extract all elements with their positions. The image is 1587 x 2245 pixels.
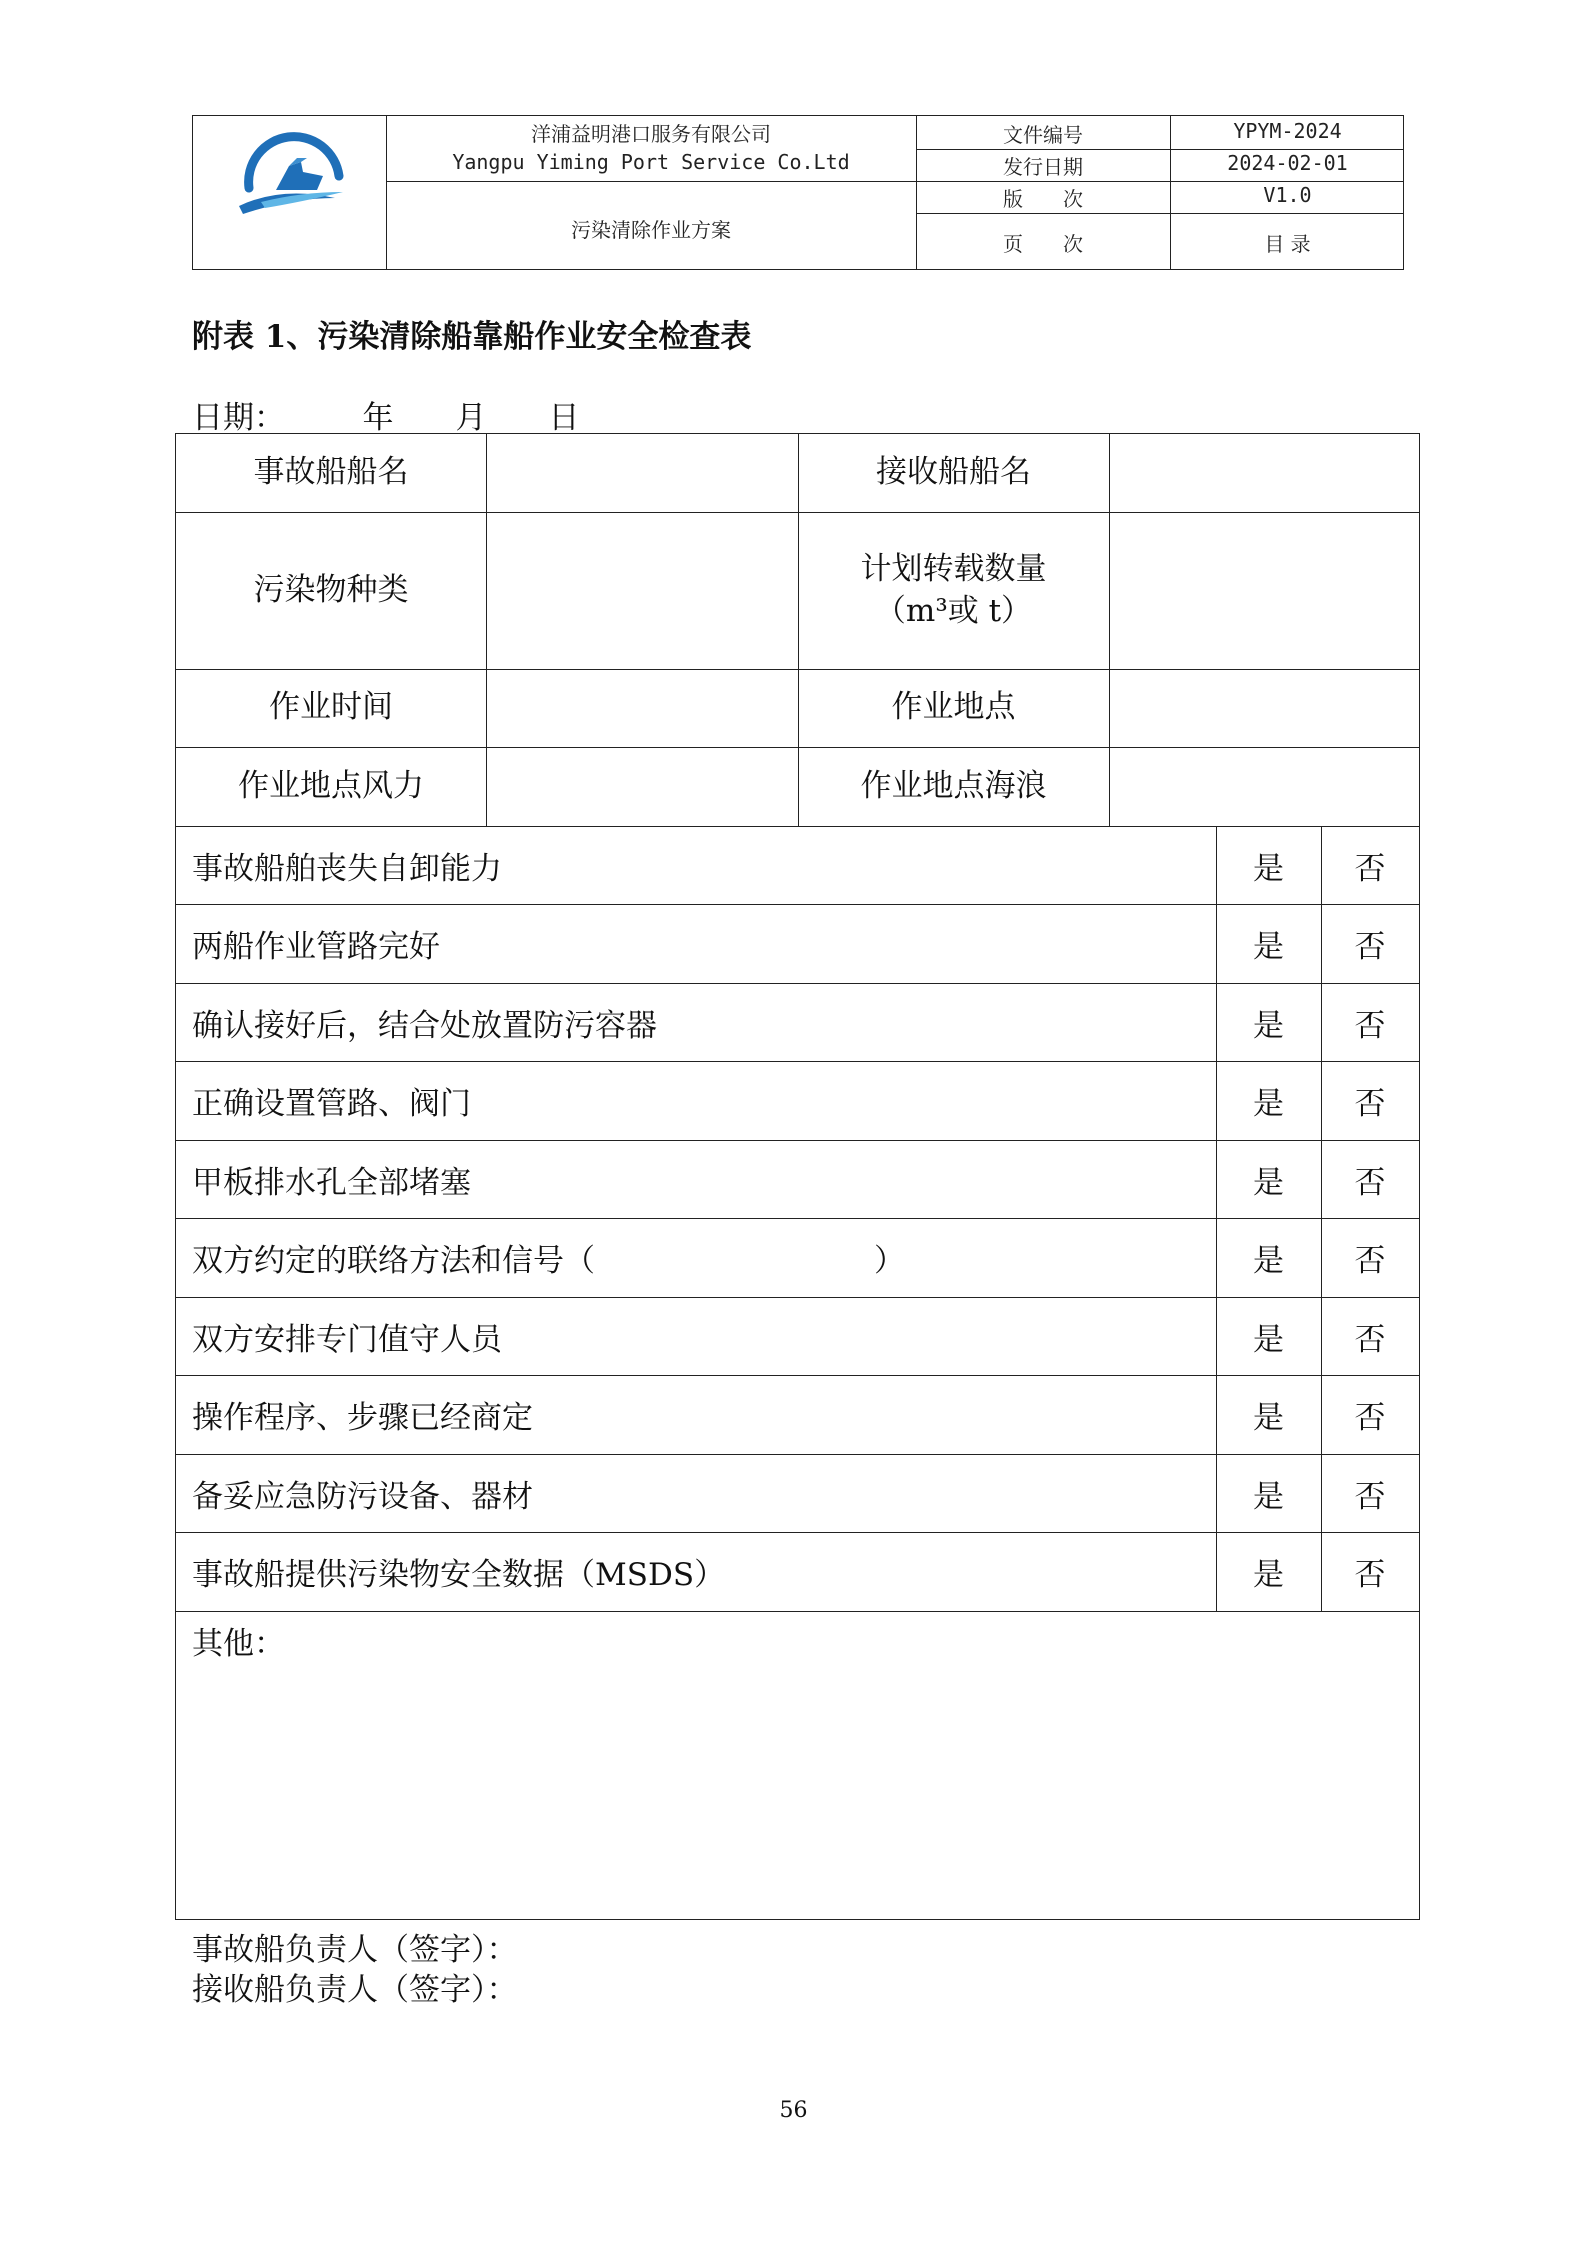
pollutant-type-field[interactable] — [486, 512, 798, 669]
label-sea-wave: 作业地点海浪 — [860, 767, 1047, 804]
document-header — [192, 115, 1404, 270]
no-option[interactable]: 否 — [1354, 929, 1386, 965]
company-name-cn: 洋浦益明港口服务有限公司 — [531, 122, 771, 146]
company-name-en: Yangpu Yiming Port Service Co.Ltd — [452, 150, 850, 174]
check-item: 确认接好后，结合处放置防污容器 — [192, 1007, 657, 1044]
label-version: 版 次 — [1003, 187, 1083, 211]
date-line: 日期： 年 月 日 — [192, 400, 580, 436]
planned-quantity-field[interactable] — [1109, 512, 1419, 669]
version: V1.0 — [1263, 183, 1312, 207]
doc-number: YPYM-2024 — [1233, 119, 1342, 143]
no-option[interactable]: 否 — [1354, 1164, 1386, 1201]
check-item: 甲板排水孔全部堵塞 — [192, 1164, 471, 1201]
page-ref: 目 录 — [1264, 232, 1311, 256]
label-planned-quantity — [798, 512, 1109, 669]
no-option[interactable]: 否 — [1354, 1557, 1386, 1593]
label-operation-location: 作业地点 — [891, 689, 1016, 726]
no-option[interactable]: 否 — [1354, 1400, 1386, 1436]
operation-time-field[interactable] — [486, 669, 798, 747]
checklist-table — [175, 433, 1420, 1920]
yes-option[interactable]: 是 — [1253, 929, 1284, 965]
operation-location-field[interactable] — [1109, 669, 1419, 747]
other-label: 其他： — [192, 1626, 285, 1662]
label-receiving-ship-name: 接收船船名 — [876, 454, 1031, 491]
check-item: 两船作业管路完好 — [192, 929, 440, 965]
planned-quantity-unit: （m³或 t） — [874, 592, 1033, 629]
yes-option[interactable]: 是 — [1253, 1400, 1284, 1436]
label-pollutant-type: 污染物种类 — [253, 571, 409, 608]
check-item: 事故船舶丧失自卸能力 — [192, 850, 502, 887]
no-option[interactable]: 否 — [1354, 1321, 1386, 1358]
planned-quantity-label: 计划转载数量 — [860, 550, 1047, 587]
yes-option[interactable]: 是 — [1253, 1478, 1284, 1515]
label-accident-ship-name: 事故船船名 — [253, 454, 409, 491]
label-doc-number: 文件编号 — [1003, 123, 1083, 147]
receiving-ship-name-field[interactable] — [1109, 434, 1419, 512]
yes-option[interactable]: 是 — [1253, 1243, 1284, 1279]
check-item: 正确设置管路、阀门 — [192, 1086, 471, 1122]
yes-option[interactable]: 是 — [1253, 850, 1284, 887]
label-wind-force: 作业地点风力 — [238, 767, 424, 804]
form-title: 附表 1、污染清除船靠船作业安全检查表 — [192, 319, 752, 355]
yes-option[interactable]: 是 — [1253, 1007, 1284, 1044]
label-issue-date: 发行日期 — [1003, 155, 1083, 179]
page-number: 56 — [779, 2098, 808, 2123]
sea-wave-field[interactable] — [1109, 747, 1419, 826]
check-item: 事故船提供污染物安全数据（MSDS） — [192, 1557, 726, 1593]
no-option[interactable]: 否 — [1354, 1086, 1386, 1122]
no-option[interactable]: 否 — [1354, 1243, 1386, 1279]
no-option[interactable]: 否 — [1354, 1478, 1386, 1515]
issue-date: 2024-02-01 — [1227, 151, 1348, 175]
ship-logo-icon — [231, 128, 351, 228]
document-title: 污染清除作业方案 — [571, 218, 731, 242]
yes-option[interactable]: 是 — [1253, 1164, 1284, 1201]
check-item: 备妥应急防污设备、器材 — [192, 1478, 533, 1515]
no-option[interactable]: 否 — [1354, 850, 1386, 887]
check-item: 操作程序、步骤已经商定 — [192, 1400, 533, 1436]
label-page: 页 次 — [1003, 232, 1083, 256]
accident-ship-signature: 事故船负责人（签字）： — [192, 1932, 518, 1968]
no-option[interactable]: 否 — [1354, 1007, 1386, 1044]
check-item: 双方约定的联络方法和信号（ ） — [192, 1243, 905, 1279]
wind-force-field[interactable] — [486, 747, 798, 826]
check-item: 双方安排专门值守人员 — [192, 1321, 502, 1358]
yes-option[interactable]: 是 — [1253, 1321, 1284, 1358]
yes-option[interactable]: 是 — [1253, 1086, 1284, 1122]
yes-option[interactable]: 是 — [1253, 1557, 1284, 1593]
other-notes-area[interactable] — [176, 1664, 1419, 1914]
label-operation-time: 作业时间 — [269, 689, 393, 726]
receiving-ship-signature: 接收船负责人（签字）： — [192, 1972, 518, 2008]
accident-ship-name-field[interactable] — [486, 434, 798, 512]
